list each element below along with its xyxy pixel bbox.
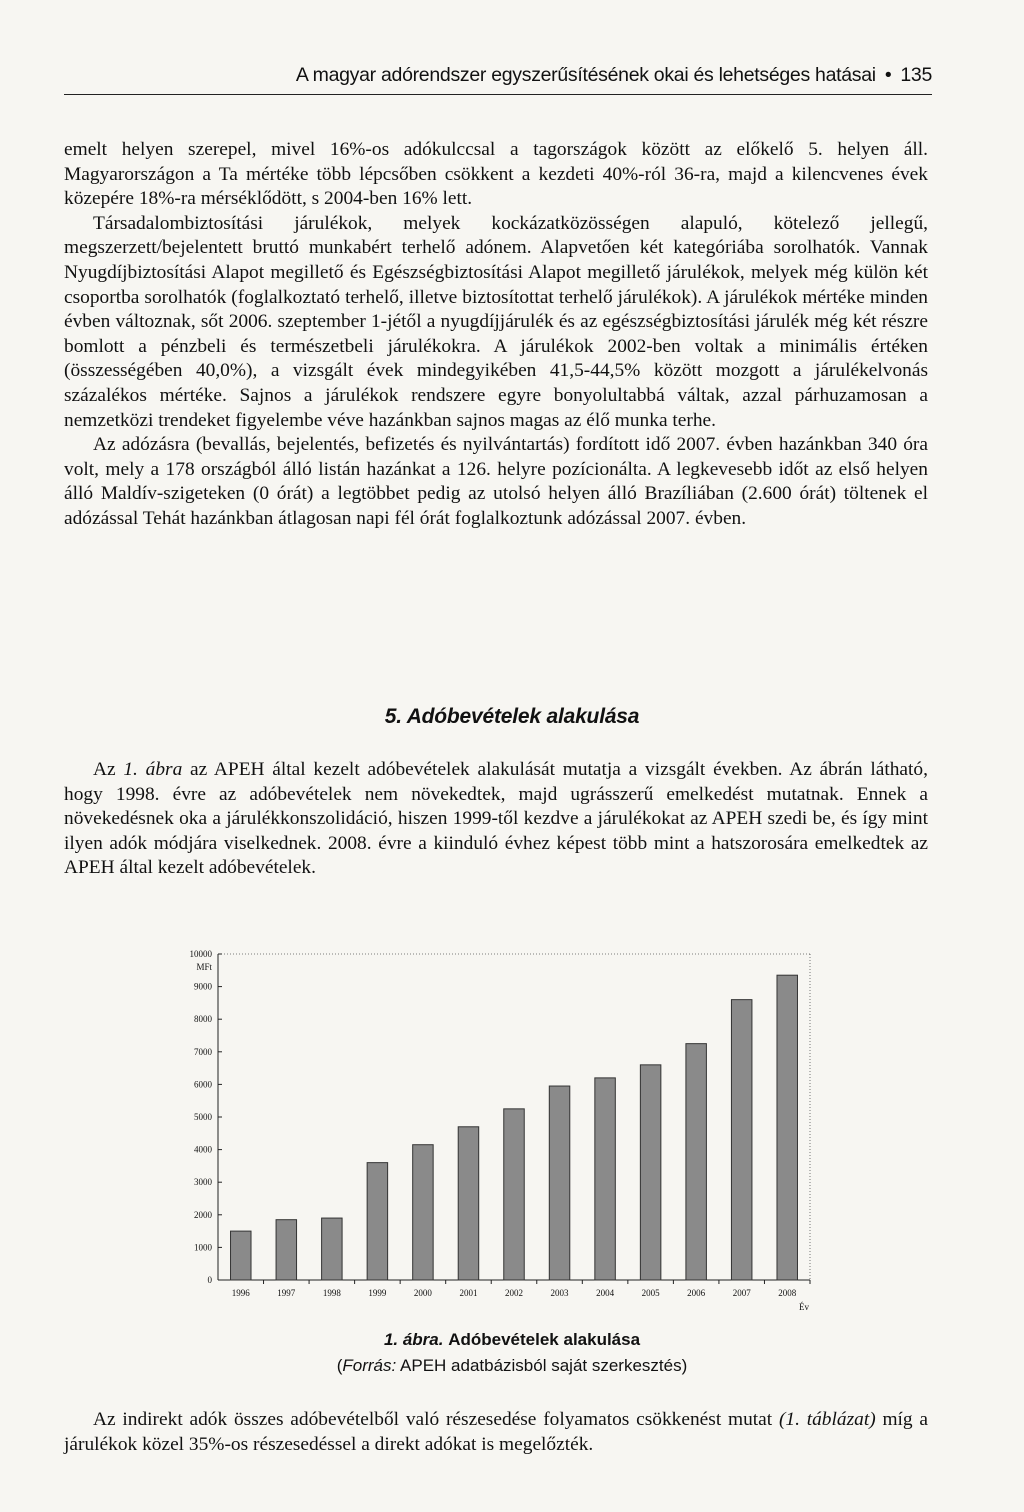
bar — [504, 1109, 524, 1280]
paragraph: Társadalombiztosítási járulékok, melyek kockázatközösségen alapuló, kötelező jellegű, megszerzett/bejelentett bruttó munkabért terhelő adónem. Alapvetően két kategóriába sorolhatók. Vannak Nyugdíjbiztosítási Alapot megillető és Egészségbiztosítási Alapot megillető járulékok, melyek még külön két csoportba sorolhatók (foglalkoztató terhelő, illetve biztosítottat terhelő járulékok). A járulékok mértéke minden évben változnak, sőt 2006. szeptember 1-jétől a nyugdíjjárulék és az egészségbiztosítási járulék még két részre bomlott a pénzbeli és természetbeli járulékokra. A járulékok 2002-ben voltak a minimális értéken (összességében 40,0%), a vizsgált évek mindegyikében 41,5-44,5% között mozgott a járulékelvonás százalékos mértéke. Sajnos a járulékok rendszere egyre bonyolultabbá váltak, azzal párhuzamosan a nemzetközi trendeket figyelembe véve hazánkban sajnos magas az élő munka terhe. — [64, 212, 928, 431]
y-tick-label: 10000 — [189, 949, 212, 959]
x-tick-label: 1998 — [322, 1288, 341, 1298]
body-text-mid — [64, 758, 928, 881]
header-bullet: • — [884, 64, 892, 86]
source-open: ( — [336, 1356, 343, 1375]
paragraph-rest: míg a járulékok közel 35%-os részesedéssel a direkt adókat is megelőzték. — [64, 1409, 929, 1455]
x-tick-label: 2002 — [505, 1288, 523, 1298]
paragraph-rest: az APEH által kezelt adóbevételek alakulását mutatja a vizsgált években. Az ábrán látható, hogy 1998. évre az adóbevételek nem növekedtek, majd ugrásszerű emelkedést mutatnak. Ennek a növekedésnek oka a járulékkonszolidáció, hiszen 1999-től kezdve a járulékokat az APEH szedi be, és így mint ilyen adók módjára viselkednek. 2008. évre a kiinduló évhez képest több mint a hatszorosára emelkedtek az APEH által kezelt adóbevételek. — [64, 759, 928, 879]
caption-title: Adóbevételek alakulása — [448, 1330, 641, 1349]
y-tick-label: 0 — [207, 1275, 212, 1285]
body-text-bottom — [64, 1408, 928, 1457]
running-header-text — [296, 64, 932, 87]
body-text-top — [64, 138, 928, 532]
table-reference: (1. táblázat) — [778, 1409, 876, 1430]
page-number: 135 — [900, 64, 932, 86]
x-tick-label: 2001 — [459, 1288, 478, 1298]
header-title: A magyar adórendszer egyszerűsítésének okai és lehetséges hatásai — [295, 64, 876, 86]
x-tick-label: 2003 — [550, 1288, 569, 1298]
source-text: APEH adatbázisból saját szerkesztés) — [396, 1356, 688, 1375]
bar — [458, 1127, 478, 1280]
x-tick-label: 2007 — [732, 1288, 751, 1298]
y-tick-label: 5000 — [194, 1112, 212, 1122]
source-label: Forrás: — [342, 1356, 397, 1375]
y-axis-label: MFt — [196, 962, 212, 972]
paragraph-start: Az — [93, 759, 124, 780]
bar — [367, 1163, 387, 1280]
paragraph-start: Az indirekt adók összes adóbevételből való részesedése folyamatos csökkenést mutat — [93, 1409, 779, 1430]
y-tick-label: 6000 — [194, 1079, 212, 1090]
y-tick-label: 4000 — [194, 1144, 212, 1155]
x-tick-label: 1996 — [231, 1288, 250, 1298]
bar — [595, 1078, 615, 1280]
y-tick-label: 1000 — [194, 1242, 212, 1253]
bar — [640, 1065, 660, 1280]
figure-source — [0, 1356, 1024, 1376]
section-title: 5. Adóbevételek alakulása — [384, 705, 640, 728]
x-tick-label: 2008 — [778, 1288, 797, 1298]
bar-chart — [150, 940, 830, 1320]
x-tick-label: 2006 — [687, 1288, 706, 1298]
bar — [549, 1086, 569, 1280]
bar — [276, 1220, 296, 1280]
x-axis-label: Év — [799, 1302, 809, 1312]
paragraph: emelt helyen szerepel, mivel 16%-os adókulccsal a tagországok között az előkelő 5. helyen áll. Magyarországon a Ta mértéke több lépcsőben csökkent a kezdeti 40%-ról 36-ra, majd a kilencvenes évek közepére 18%-ra mérséklődött, s 2004-ben 16% lett. — [64, 139, 928, 210]
y-tick-label: 3000 — [194, 1177, 212, 1188]
paragraph — [64, 758, 928, 881]
running-header — [64, 62, 932, 95]
bar — [413, 1145, 433, 1280]
bar — [777, 975, 797, 1280]
bar — [231, 1231, 251, 1280]
caption-label: 1. ábra. — [383, 1330, 444, 1349]
figure-reference: 1. ábra — [123, 759, 183, 780]
y-tick-label: 7000 — [194, 1046, 212, 1057]
paragraph — [64, 1408, 928, 1457]
y-tick-label: 9000 — [194, 981, 212, 992]
x-tick-label: 1997 — [277, 1288, 296, 1298]
x-tick-label: 1999 — [368, 1288, 387, 1298]
chart-svg — [150, 940, 830, 1320]
y-tick-label: 8000 — [194, 1014, 212, 1025]
x-tick-label: 2005 — [641, 1288, 660, 1298]
figure-caption — [0, 1330, 1024, 1350]
bar — [686, 1044, 706, 1280]
y-tick-label: 2000 — [194, 1209, 212, 1220]
x-tick-label: 2004 — [596, 1288, 615, 1298]
paragraph: Az adózásra (bevallás, bejelentés, befizetés és nyilvántartás) fordított idő 2007. évben hazánkban 340 óra volt, mely a 178 országból álló listán hazánkat a 126. helyre pozícionálta. A legkevesebb időt az első helyen álló Maldív-szigeteken (0 órát) a legtöbbet pedig az utolsó helyen álló Brazíliában (2.600 órát) töltenek el adózással Tehát hazánkban átlagosan napi fél órát foglalkoztunk adózással 2007. évben. — [64, 434, 928, 529]
bar — [322, 1218, 342, 1280]
bar — [731, 1000, 751, 1280]
x-tick-label: 2000 — [413, 1288, 432, 1298]
